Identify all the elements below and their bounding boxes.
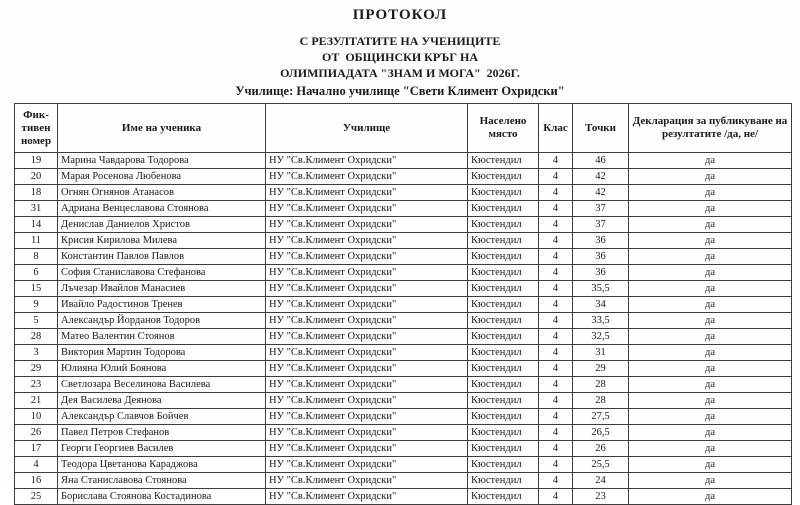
cell-school: НУ "Св.Климент Охридски" bbox=[266, 281, 468, 297]
table-row bbox=[15, 233, 792, 249]
cell-student-name: Ивайло Радостинов Тренев bbox=[58, 297, 266, 313]
subtitle-round: ОТ ОБЩИНСКИ КРЪГ НА bbox=[322, 50, 478, 64]
table-row bbox=[15, 249, 792, 265]
cell-fictive-number: 10 bbox=[15, 409, 58, 425]
cell-fictive-number: 29 bbox=[15, 361, 58, 377]
cell-town: Кюстендил bbox=[468, 153, 539, 169]
table-body bbox=[15, 153, 792, 505]
cell-points: 36 bbox=[573, 249, 629, 265]
cell-declaration: да bbox=[629, 425, 792, 441]
cell-fictive-number: 19 bbox=[15, 153, 58, 169]
cell-school: НУ "Св.Климент Охридски" bbox=[266, 265, 468, 281]
cell-declaration: да bbox=[629, 249, 792, 265]
table-row bbox=[15, 153, 792, 169]
cell-grade: 4 bbox=[539, 313, 573, 329]
subtitle-olympiad: ОЛИМПИАДАТА "ЗНАМ И МОГА" 2026Г. bbox=[280, 66, 520, 80]
col-header-fictive-number: Фик-тивен номер bbox=[15, 104, 58, 153]
cell-grade: 4 bbox=[539, 329, 573, 345]
cell-student-name: Теодора Цветанова Караджова bbox=[58, 457, 266, 473]
cell-town: Кюстендил bbox=[468, 249, 539, 265]
cell-fictive-number: 15 bbox=[15, 281, 58, 297]
table-row bbox=[15, 265, 792, 281]
table-row bbox=[15, 313, 792, 329]
table-row bbox=[15, 297, 792, 313]
cell-declaration: да bbox=[629, 489, 792, 505]
cell-student-name: Матео Валентин Стоянов bbox=[58, 329, 266, 345]
cell-student-name: Адриана Венцеславова Стоянова bbox=[58, 201, 266, 217]
cell-grade: 4 bbox=[539, 265, 573, 281]
cell-town: Кюстендил bbox=[468, 281, 539, 297]
cell-town: Кюстендил bbox=[468, 217, 539, 233]
cell-grade: 4 bbox=[539, 217, 573, 233]
document-title: ПРОТОКОЛ bbox=[352, 7, 448, 23]
cell-school: НУ "Св.Климент Охридски" bbox=[266, 153, 468, 169]
cell-town: Кюстендил bbox=[468, 441, 539, 457]
cell-school: НУ "Св.Климент Охридски" bbox=[266, 201, 468, 217]
cell-declaration: да bbox=[629, 281, 792, 297]
cell-fictive-number: 5 bbox=[15, 313, 58, 329]
cell-school: НУ "Св.Климент Охридски" bbox=[266, 249, 468, 265]
cell-town: Кюстендил bbox=[468, 393, 539, 409]
cell-fictive-number: 23 bbox=[15, 377, 58, 393]
cell-student-name: Крисия Кирилова Милева bbox=[58, 233, 266, 249]
cell-points: 26 bbox=[573, 441, 629, 457]
cell-declaration: да bbox=[629, 185, 792, 201]
cell-school: НУ "Св.Климент Охридски" bbox=[266, 393, 468, 409]
cell-school: НУ "Св.Климент Охридски" bbox=[266, 489, 468, 505]
cell-school: НУ "Св.Климент Охридски" bbox=[266, 297, 468, 313]
cell-fictive-number: 3 bbox=[15, 345, 58, 361]
cell-town: Кюстендил bbox=[468, 313, 539, 329]
cell-school: НУ "Св.Климент Охридски" bbox=[266, 329, 468, 345]
cell-declaration: да bbox=[629, 393, 792, 409]
cell-school: НУ "Св.Климент Охридски" bbox=[266, 377, 468, 393]
table-row bbox=[15, 201, 792, 217]
cell-fictive-number: 31 bbox=[15, 201, 58, 217]
cell-town: Кюстендил bbox=[468, 377, 539, 393]
cell-fictive-number: 11 bbox=[15, 233, 58, 249]
cell-student-name: София Станиславова Стефанова bbox=[58, 265, 266, 281]
cell-points: 33,5 bbox=[573, 313, 629, 329]
cell-student-name: Павел Петров Стефанов bbox=[58, 425, 266, 441]
cell-grade: 4 bbox=[539, 457, 573, 473]
col-header-town: Населено място bbox=[468, 104, 539, 153]
cell-grade: 4 bbox=[539, 185, 573, 201]
cell-student-name: Дея Василева Деянова bbox=[58, 393, 266, 409]
cell-declaration: да bbox=[629, 441, 792, 457]
cell-declaration: да bbox=[629, 297, 792, 313]
cell-declaration: да bbox=[629, 153, 792, 169]
cell-school: НУ "Св.Климент Охридски" bbox=[266, 217, 468, 233]
cell-school: НУ "Св.Климент Охридски" bbox=[266, 457, 468, 473]
cell-grade: 4 bbox=[539, 393, 573, 409]
table-row bbox=[15, 281, 792, 297]
cell-school: НУ "Св.Климент Охридски" bbox=[266, 473, 468, 489]
table-row bbox=[15, 217, 792, 233]
cell-declaration: да bbox=[629, 233, 792, 249]
cell-points: 26,5 bbox=[573, 425, 629, 441]
col-header-declaration: Декларация за публикуване на резултатите /да, не/ bbox=[629, 104, 792, 153]
cell-grade: 4 bbox=[539, 409, 573, 425]
cell-town: Кюстендил bbox=[468, 185, 539, 201]
cell-points: 37 bbox=[573, 217, 629, 233]
cell-grade: 4 bbox=[539, 473, 573, 489]
cell-points: 36 bbox=[573, 233, 629, 249]
cell-student-name: Марина Чавдарова Тодорова bbox=[58, 153, 266, 169]
table-row bbox=[15, 361, 792, 377]
cell-declaration: да bbox=[629, 377, 792, 393]
cell-points: 37 bbox=[573, 201, 629, 217]
cell-grade: 4 bbox=[539, 281, 573, 297]
results-table bbox=[14, 103, 792, 505]
cell-town: Кюстендил bbox=[468, 329, 539, 345]
table-row bbox=[15, 185, 792, 201]
cell-student-name: Константин Павлов Павлов bbox=[58, 249, 266, 265]
cell-town: Кюстендил bbox=[468, 297, 539, 313]
cell-grade: 4 bbox=[539, 201, 573, 217]
cell-grade: 4 bbox=[539, 249, 573, 265]
cell-grade: 4 bbox=[539, 425, 573, 441]
document-header bbox=[0, 0, 800, 99]
cell-student-name: Светлозара Веселинова Василева bbox=[58, 377, 266, 393]
col-header-student-name: Име на ученика bbox=[58, 104, 266, 153]
cell-student-name: Яна Станиславова Стоянова bbox=[58, 473, 266, 489]
cell-fictive-number: 25 bbox=[15, 489, 58, 505]
cell-town: Кюстендил bbox=[468, 201, 539, 217]
cell-school: НУ "Св.Климент Охридски" bbox=[266, 361, 468, 377]
table-row bbox=[15, 457, 792, 473]
cell-town: Кюстендил bbox=[468, 265, 539, 281]
cell-fictive-number: 8 bbox=[15, 249, 58, 265]
table-row bbox=[15, 393, 792, 409]
cell-grade: 4 bbox=[539, 377, 573, 393]
cell-school: НУ "Св.Климент Охридски" bbox=[266, 441, 468, 457]
cell-school: НУ "Св.Климент Охридски" bbox=[266, 169, 468, 185]
cell-town: Кюстендил bbox=[468, 425, 539, 441]
cell-declaration: да bbox=[629, 473, 792, 489]
cell-fictive-number: 28 bbox=[15, 329, 58, 345]
cell-points: 25,5 bbox=[573, 457, 629, 473]
cell-grade: 4 bbox=[539, 345, 573, 361]
cell-declaration: да bbox=[629, 361, 792, 377]
cell-school: НУ "Св.Климент Охридски" bbox=[266, 345, 468, 361]
cell-fictive-number: 18 bbox=[15, 185, 58, 201]
cell-school: НУ "Св.Климент Охридски" bbox=[266, 185, 468, 201]
cell-town: Кюстендил bbox=[468, 361, 539, 377]
table-header bbox=[15, 104, 792, 153]
subtitle-results: С РЕЗУЛТАТИТЕ НА УЧЕНИЦИТЕ bbox=[299, 34, 501, 48]
cell-points: 34 bbox=[573, 297, 629, 313]
cell-fictive-number: 26 bbox=[15, 425, 58, 441]
cell-grade: 4 bbox=[539, 361, 573, 377]
cell-points: 28 bbox=[573, 393, 629, 409]
cell-student-name: Юлияна Юлий Боянова bbox=[58, 361, 266, 377]
table-row bbox=[15, 441, 792, 457]
table-row bbox=[15, 377, 792, 393]
cell-declaration: да bbox=[629, 313, 792, 329]
cell-declaration: да bbox=[629, 457, 792, 473]
cell-declaration: да bbox=[629, 265, 792, 281]
cell-grade: 4 bbox=[539, 153, 573, 169]
cell-town: Кюстендил bbox=[468, 409, 539, 425]
table-header-row bbox=[15, 104, 792, 153]
table-row bbox=[15, 425, 792, 441]
cell-fictive-number: 9 bbox=[15, 297, 58, 313]
cell-school: НУ "Св.Климент Охридски" bbox=[266, 313, 468, 329]
cell-declaration: да bbox=[629, 201, 792, 217]
cell-fictive-number: 6 bbox=[15, 265, 58, 281]
cell-points: 24 bbox=[573, 473, 629, 489]
cell-declaration: да bbox=[629, 169, 792, 185]
col-header-points: Точки bbox=[573, 104, 629, 153]
cell-fictive-number: 14 bbox=[15, 217, 58, 233]
cell-declaration: да bbox=[629, 345, 792, 361]
cell-fictive-number: 17 bbox=[15, 441, 58, 457]
cell-declaration: да bbox=[629, 217, 792, 233]
table-row bbox=[15, 169, 792, 185]
cell-points: 42 bbox=[573, 185, 629, 201]
cell-town: Кюстендил bbox=[468, 473, 539, 489]
cell-grade: 4 bbox=[539, 233, 573, 249]
school-line: Училище: Начално училище "Свети Климент Охридски" bbox=[235, 84, 565, 98]
cell-student-name: Георги Георгиев Василев bbox=[58, 441, 266, 457]
cell-points: 36 bbox=[573, 265, 629, 281]
cell-school: НУ "Св.Климент Охридски" bbox=[266, 425, 468, 441]
cell-student-name: Денислав Даниелов Христов bbox=[58, 217, 266, 233]
cell-points: 27,5 bbox=[573, 409, 629, 425]
cell-fictive-number: 4 bbox=[15, 457, 58, 473]
cell-fictive-number: 16 bbox=[15, 473, 58, 489]
table-row bbox=[15, 473, 792, 489]
cell-points: 46 bbox=[573, 153, 629, 169]
cell-points: 23 bbox=[573, 489, 629, 505]
cell-declaration: да bbox=[629, 409, 792, 425]
table-row bbox=[15, 409, 792, 425]
cell-student-name: Марая Росенова Любенова bbox=[58, 169, 266, 185]
cell-fictive-number: 20 bbox=[15, 169, 58, 185]
table-row bbox=[15, 329, 792, 345]
cell-student-name: Виктория Мартин Тодорова bbox=[58, 345, 266, 361]
cell-grade: 4 bbox=[539, 297, 573, 313]
cell-student-name: Александър Йорданов Тодоров bbox=[58, 313, 266, 329]
cell-town: Кюстендил bbox=[468, 169, 539, 185]
cell-points: 42 bbox=[573, 169, 629, 185]
cell-grade: 4 bbox=[539, 441, 573, 457]
table-row bbox=[15, 345, 792, 361]
cell-points: 35,5 bbox=[573, 281, 629, 297]
cell-town: Кюстендил bbox=[468, 489, 539, 505]
cell-town: Кюстендил bbox=[468, 457, 539, 473]
cell-fictive-number: 21 bbox=[15, 393, 58, 409]
cell-student-name: Огнян Огнянов Атанасов bbox=[58, 185, 266, 201]
cell-points: 32,5 bbox=[573, 329, 629, 345]
cell-town: Кюстендил bbox=[468, 233, 539, 249]
cell-student-name: Лъчезар Ивайлов Манасиев bbox=[58, 281, 266, 297]
cell-grade: 4 bbox=[539, 169, 573, 185]
col-header-grade: Клас bbox=[539, 104, 573, 153]
cell-student-name: Борислава Стоянова Костадинова bbox=[58, 489, 266, 505]
col-header-school: Училище bbox=[266, 104, 468, 153]
cell-grade: 4 bbox=[539, 489, 573, 505]
cell-town: Кюстендил bbox=[468, 345, 539, 361]
cell-points: 29 bbox=[573, 361, 629, 377]
cell-points: 28 bbox=[573, 377, 629, 393]
cell-student-name: Александър Славчов Бойчев bbox=[58, 409, 266, 425]
cell-school: НУ "Св.Климент Охридски" bbox=[266, 233, 468, 249]
cell-declaration: да bbox=[629, 329, 792, 345]
cell-school: НУ "Св.Климент Охридски" bbox=[266, 409, 468, 425]
cell-points: 31 bbox=[573, 345, 629, 361]
table-row bbox=[15, 489, 792, 505]
